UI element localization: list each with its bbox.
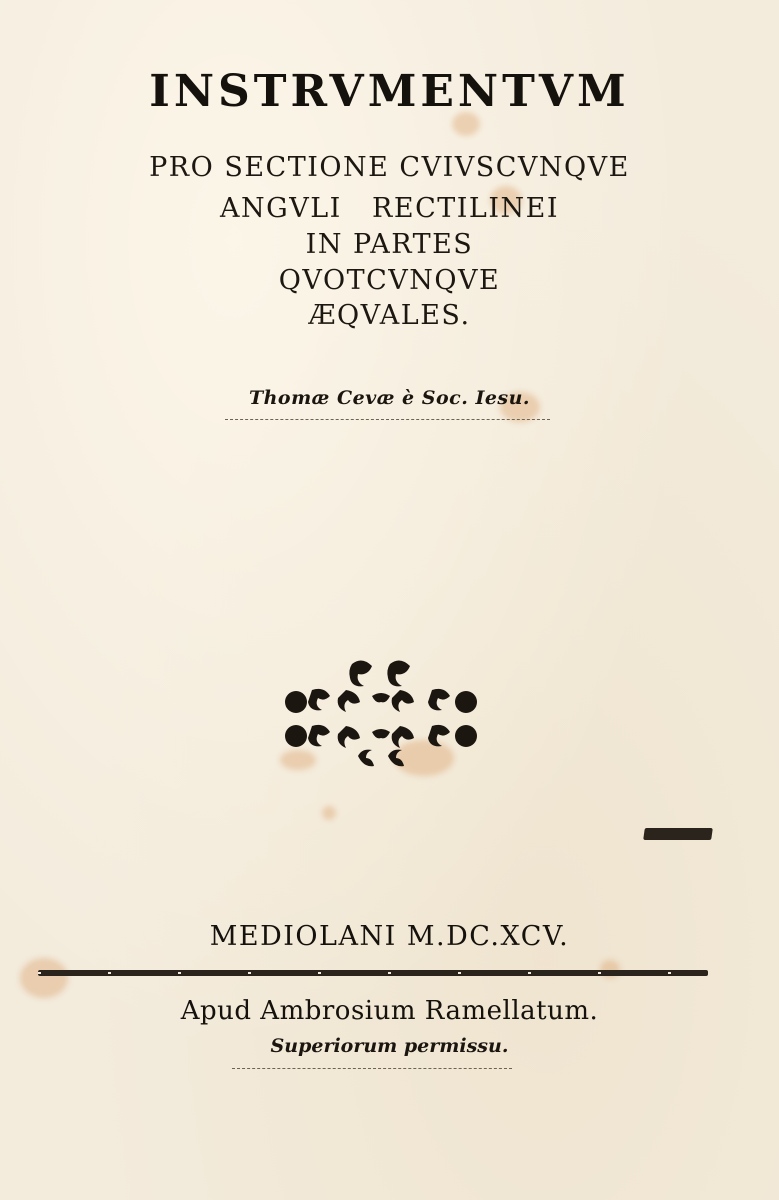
book-title: INSTRVMENTVM [149, 66, 630, 117]
subtitle-line-4: QVOTCVNQVE [278, 265, 501, 296]
permission-line: Superiorum permissu. [270, 1035, 509, 1057]
author-line: Thomæ Cevæ è Soc. Iesu. [248, 387, 531, 409]
foxing-stain [20, 958, 68, 998]
horizontal-rule [38, 970, 708, 976]
permission-underline [232, 1068, 512, 1069]
subtitle-line-5: ÆQVALES. [308, 300, 471, 331]
author-underline [225, 419, 550, 420]
subtitle-line-2: ANGVLI RECTILINEI [220, 193, 559, 224]
printers-fleuron-ornament-icon [282, 656, 480, 772]
stray-ink-mark [643, 828, 713, 840]
subtitle-line-3: IN PARTES [305, 229, 474, 260]
publisher-line: Apud Ambrosium Ramellatum. [180, 996, 599, 1026]
subtitle-line-1: PRO SECTIONE CVIVSCVNQVE [149, 152, 630, 183]
imprint-place-date: MEDIOLANI M.DC.XCV. [209, 921, 570, 952]
foxing-stain [322, 806, 336, 820]
